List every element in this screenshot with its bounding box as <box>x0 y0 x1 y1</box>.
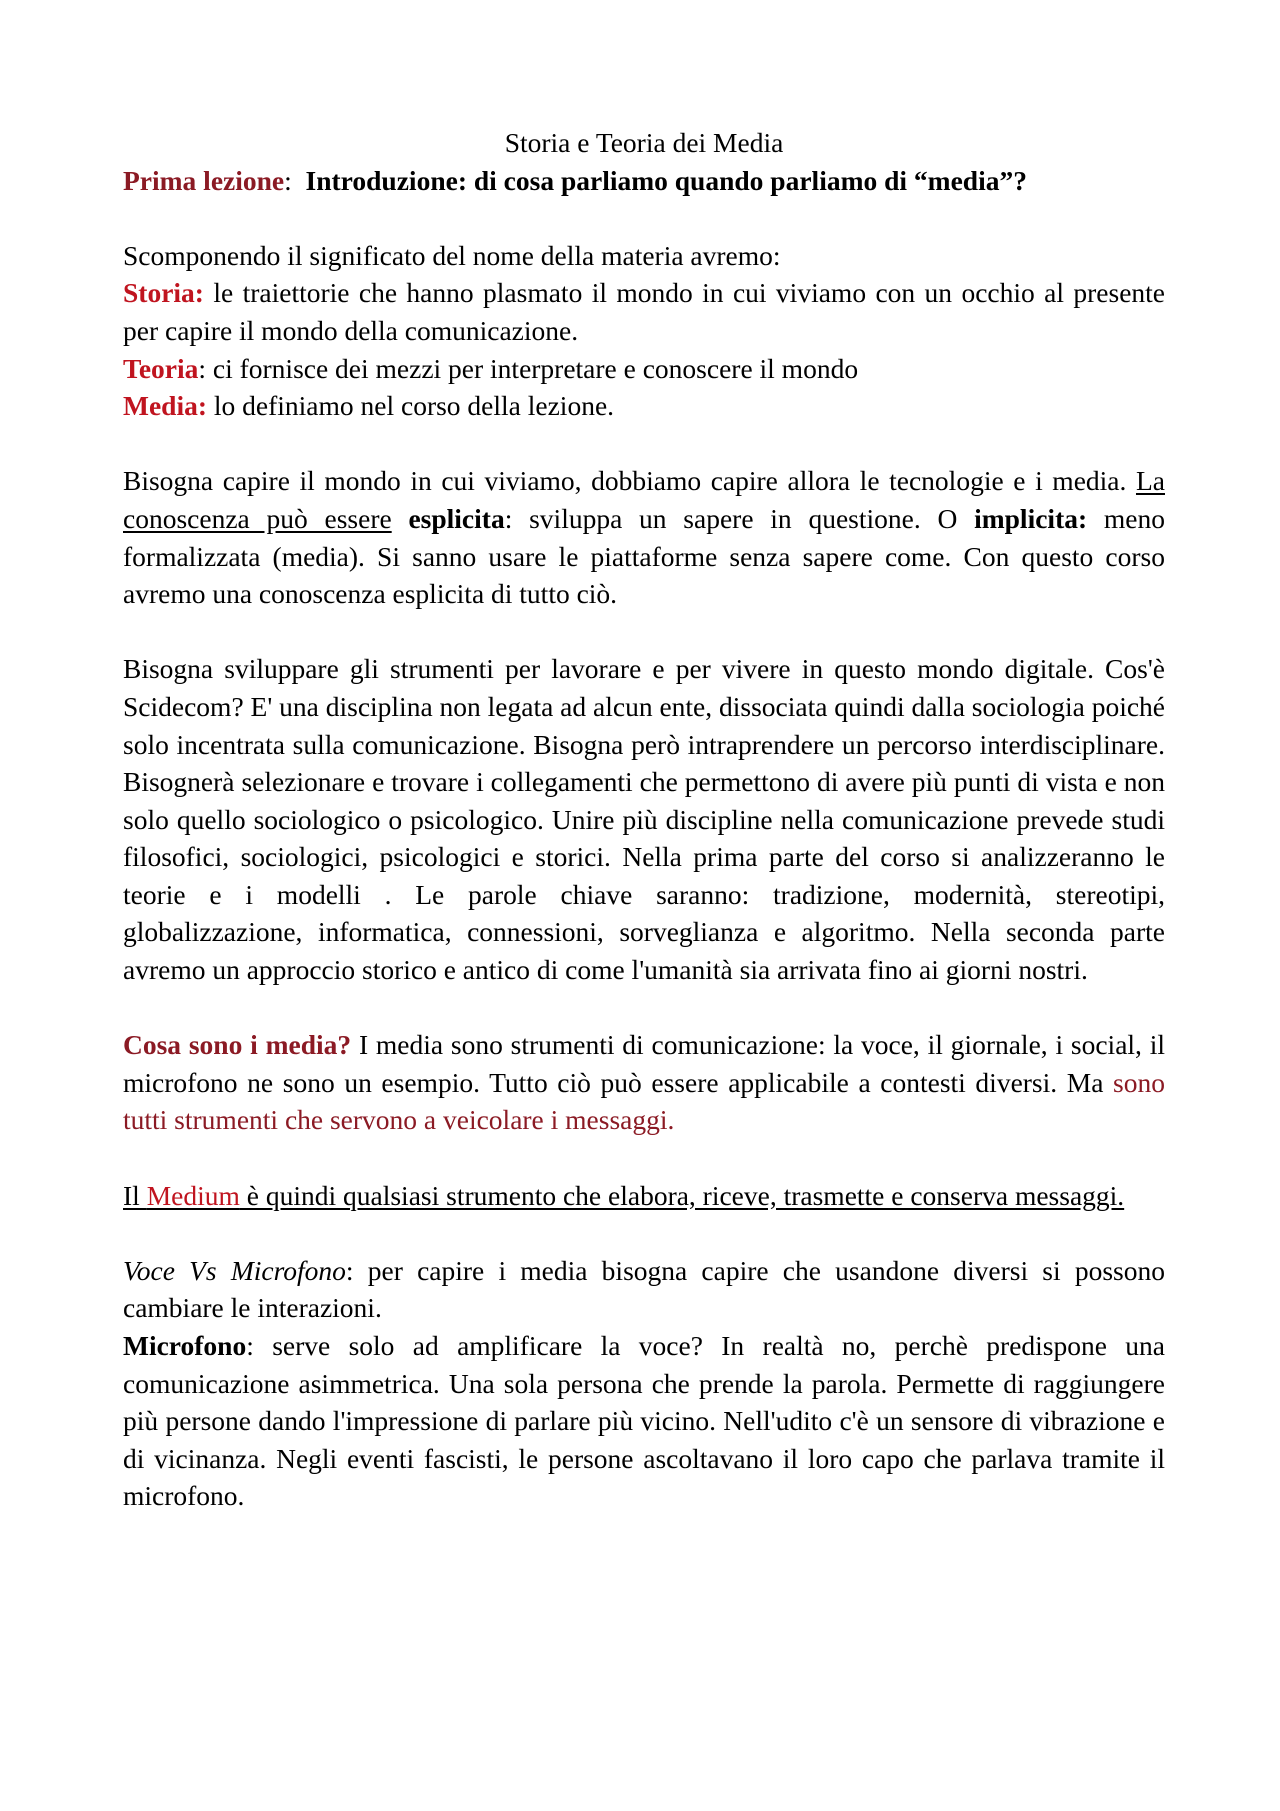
intro-line: Scomponendo il significato del nome della materia avremo: <box>123 239 781 271</box>
paragraph-conoscenza: Bisogna capire il mondo in cui viviamo, dobbiamo capire allora le tecnologie e i media. La conoscenza può essere esplicita: sviluppa un sapere in questione. O implicita: meno formalizzata (media). Si sanno usare le piattaforme senza sapere come. Con questo corso avremo una conoscenza esplicita di tutto ciò. <box>123 465 1165 610</box>
paragraph-scidecom: Bisogna sviluppare gli strumenti per lavorare e per vivere in questo mondo digitale. Cos'è Scidecom? E' una disciplina non legata ad alcun ente, dissociata quindi dalla sociologia poiché solo incentrata sulla comunicazione. Bisogna però intraprendere un percorso interdisciplinare. Bisognerà selezionare e trovare i collegamenti che permettono di avere più punti di vista e non solo quello sociologico o psicologico. Unire più discipline nella comunicazione prevede studi filosofici, sociologici, psicologici e storici. Nella prima parte del corso si analizzeranno le teorie e i modelli . Le parole chiave saranno: tradizione, modernità, stereotipi, globalizzazione, informatica, connessioni, sorveglianza e algoritmo. Nella seconda parte avremo un approccio storico e antico di come l'umanità sia arrivata fino ai giorni nostri. <box>123 653 1165 986</box>
document-body <box>123 124 1165 1515</box>
paragraph-voce-microfono: Voce Vs Microfono: per capire i media bisogna capire che usandone diversi si possono cambiare le interazioni. <box>123 1254 1165 1324</box>
storia-definition: Storia: le traiettorie che hanno plasmato il mondo in cui viviamo con un occhio al presente per capire il mondo della comunicazione. <box>123 277 1165 346</box>
medium-definition: Il Medium è quindi qualsiasi strumento che elabora, riceve, trasmette e conserva messaggi. <box>123 1179 1125 1211</box>
document-title: Storia e Teoria dei Media <box>504 127 784 158</box>
paragraph-cosa-sono-media: Cosa sono i media? I media sono strumenti di comunicazione: la voce, il giornale, i social, il microfono ne sono un esempio. Tutto ciò può essere applicabile a contesti diversi. Ma sono tutti strumenti che servono a veicolare i messaggi. <box>123 1029 1165 1136</box>
lesson-label: Prima lezione <box>123 164 285 196</box>
teoria-definition: Teoria: ci fornisce dei mezzi per interpretare e conoscere il mondo <box>123 352 859 384</box>
lesson-title: Introduzione: di cosa parliamo quando parliamo di “media”? <box>305 164 1027 196</box>
media-definition: Media: lo definiamo nel corso della lezione. <box>123 390 615 422</box>
paragraph-microfono: Microfono: serve solo ad amplificare la voce? In realtà no, perchè predispone una comunicazione asimmetrica. Una sola persona che prende la parola. Permette di raggiungere più persone dando l'impressione di parlare più vicino. Nell'udito c'è un sensore di vibrazione e di vicinanza. Negli eventi fascisti, le persone ascoltavano il loro capo che parlava tramite il microfono. <box>123 1330 1165 1512</box>
lesson-heading: Prima lezione: Introduzione: di cosa parliamo quando parliamo di “media”? <box>123 164 1027 196</box>
